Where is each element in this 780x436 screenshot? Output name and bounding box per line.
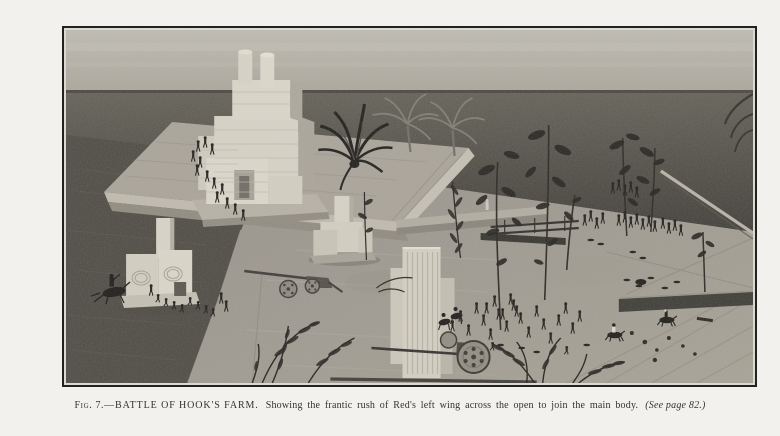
figure-caption: [0, 399, 780, 413]
photograph-battle-scene: [66, 30, 753, 383]
caption-text: Showing the frantic rush of Red's left wing across the open to join the main body.: [265, 400, 639, 411]
figure-title: —BATTLE OF HOOK'S FARM.: [104, 400, 259, 411]
figure-number: Fig. 7.: [74, 400, 105, 411]
figure-plate: [62, 26, 757, 387]
caption-page-reference: (See page 82.): [645, 400, 706, 411]
photo-grain: [66, 30, 753, 383]
battle-scene-illustration: [66, 30, 753, 383]
